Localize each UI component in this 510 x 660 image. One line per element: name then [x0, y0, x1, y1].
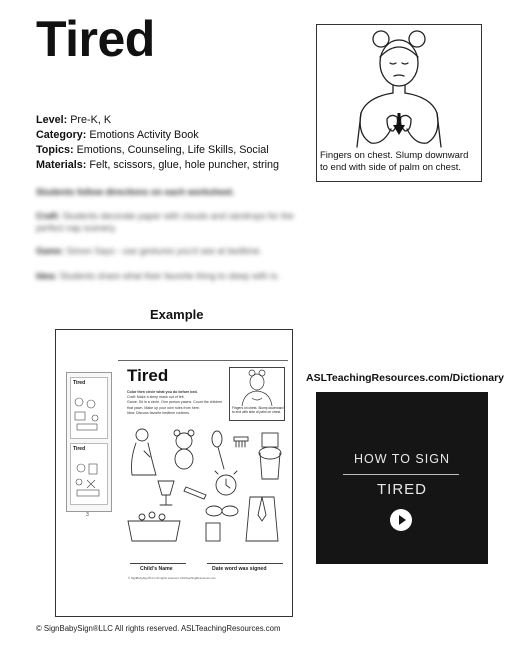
date-line [207, 563, 283, 564]
craft-label: Craft: [36, 211, 60, 221]
thumbnail-drawings-2 [71, 454, 105, 502]
page-thumbnail-strip [66, 372, 112, 512]
craft-text: Students decorate paper with clouds and raindrops for the perfect nap scenery. [36, 211, 294, 233]
topics-row [36, 143, 279, 158]
game-label: Game: [36, 246, 65, 256]
thumbnail-page-1 [70, 377, 108, 439]
thumbnail-page-number: 3 [86, 512, 89, 518]
topics-label: Topics: [36, 144, 74, 156]
materials-value: Felt, scissors, glue, hole puncher, string [89, 159, 280, 171]
thumbnail-drawings-1 [71, 388, 105, 436]
mini-game: Game: Sit in a circle. One person yawns. Count the children that yawn. Make up your own rules from here. [127, 400, 223, 410]
mini-sign-box [229, 367, 285, 421]
game-text: Simon Says - use gestures you'd see at bedtime. [66, 246, 262, 256]
mini-instructions: Color then circle what you do before bed. [127, 390, 198, 394]
blurred-idea [36, 270, 306, 282]
level-label: Level: [36, 114, 68, 126]
video-title-word: TIRED [377, 481, 427, 498]
materials-label: Materials: [36, 159, 87, 171]
play-icon[interactable] [390, 509, 412, 531]
copyright-footer: © SignBabySign®LLC All rights reserved. ASLTeachingResources.com [36, 624, 281, 633]
sign-caption-line-2: to end with side of palm on chest. [320, 162, 461, 173]
materials-row [36, 158, 279, 173]
video-divider [343, 474, 459, 475]
how-to-sign-video[interactable] [316, 392, 488, 564]
mini-sign-caption: Fingers on chest. Slump downward to end with side of palm on chest. [232, 406, 284, 414]
lesson-info [36, 113, 279, 173]
category-label: Category: [36, 129, 87, 141]
example-heading: Example [150, 307, 204, 322]
mini-top-rule [118, 360, 288, 361]
sign-caption-line-1: Fingers on chest. Slump downward [320, 150, 469, 161]
child-name-line [130, 563, 186, 564]
mini-worksheet-title: Tired [127, 366, 169, 385]
blurred-game [36, 245, 306, 257]
video-title-how-to-sign: HOW TO SIGN [354, 452, 450, 466]
directions-text: Students follow directions on each worksheet. [36, 187, 235, 197]
mini-copyright: © SignBabySign®LLC All rights reserved. ASLTeachingResources.com [128, 576, 216, 580]
mini-worksheet-text [127, 390, 227, 416]
thumbnail-title-1: Tired [73, 380, 86, 386]
blurred-craft [36, 210, 306, 234]
dictionary-link[interactable]: ASLTeachingResources.com/Dictionary [306, 372, 504, 384]
idea-text: Students share what their favorite thing to sleep with is. [59, 271, 280, 281]
child-name-label: Child's Name [140, 566, 173, 572]
mini-craft: Craft: Make a sleep mask out of felt. [127, 395, 185, 400]
level-value: Pre-K, K [70, 114, 112, 126]
category-value: Emotions Activity Book [89, 129, 199, 141]
sign-illustration [317, 25, 483, 150]
page-title: Tired [36, 11, 155, 67]
sign-caption [320, 150, 482, 174]
thumbnail-title-2: Tired [73, 446, 86, 452]
idea-label: Idea: [36, 271, 58, 281]
mini-worksheet-illustrations [122, 425, 288, 550]
category-row [36, 128, 279, 143]
level-row [36, 113, 279, 128]
mini-sign-drawing [230, 368, 284, 406]
topics-value: Emotions, Counseling, Life Skills, Social [76, 144, 269, 156]
date-signed-label: Date word was signed [212, 566, 267, 572]
mini-idea: Idea: Discuss favorite bedtime routines. [127, 410, 190, 415]
thumbnail-page-2 [70, 443, 108, 505]
blurred-directions [36, 186, 306, 198]
